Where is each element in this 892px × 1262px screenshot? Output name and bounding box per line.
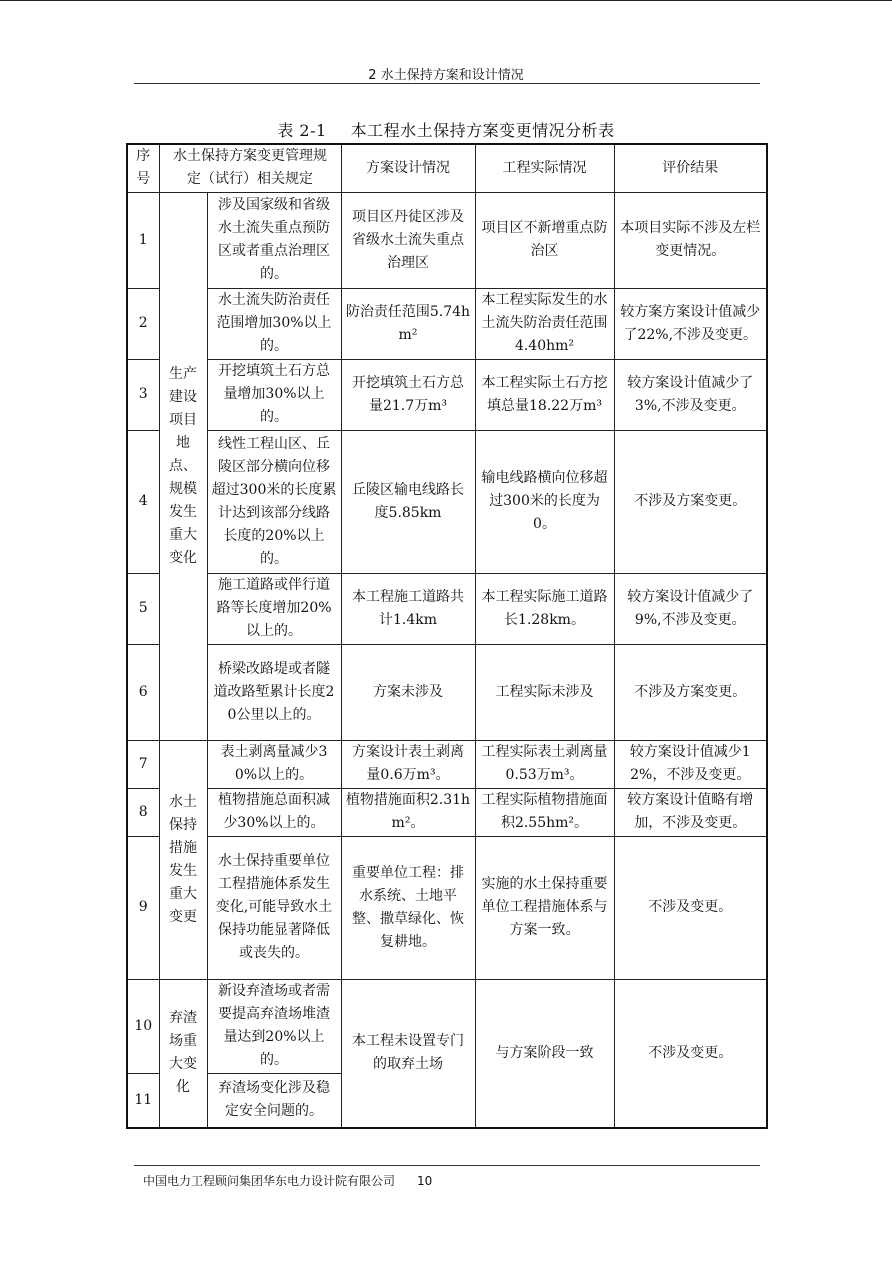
row-no: 6: [127, 644, 159, 740]
row-no: 7: [127, 740, 159, 788]
rule-text: 表土剥离量减少30%以上的。: [207, 740, 341, 788]
table-row: [127, 288, 767, 359]
actual-text: 项目区不新增重点防治区: [475, 192, 614, 288]
table-row: [127, 644, 767, 740]
row-no: 5: [127, 573, 159, 644]
eval-text: 较方案设计值减少了9%,不涉及变更。: [614, 573, 767, 644]
eval-text: 本项目实际不涉及左栏变更情况。: [614, 192, 767, 288]
table-caption: [0, 118, 892, 141]
row-no: 4: [127, 430, 159, 573]
table-row: [127, 430, 767, 573]
table-caption-number: 表 2-1: [277, 121, 327, 140]
actual-text: 本工程实际土石方挖填总量18.22万m³: [475, 359, 614, 430]
actual-text: 输电线路横向位移超过300米的长度为0。: [475, 430, 614, 573]
actual-text: 本工程实际施工道路长1.28km。: [475, 573, 614, 644]
header-eval: 评价结果: [614, 144, 767, 192]
eval-text: 较方案设计值略有增加，不涉及变更。: [614, 788, 767, 836]
row-no: 10: [127, 979, 159, 1073]
plan-text: 防治责任范围5.74hm²: [341, 288, 475, 359]
plan-text: 开挖填筑土石方总量21.7万m³: [341, 359, 475, 430]
category-spoil-change: 弃渣场重大变化: [159, 979, 207, 1128]
table-row: [127, 979, 767, 1073]
footer-rule: [134, 1165, 760, 1166]
table-row: [127, 788, 767, 836]
plan-text: 重要单位工程：排水系统、土地平整、撒草绿化、恢复耕地。: [341, 836, 475, 979]
row-no: 9: [127, 836, 159, 979]
eval-text: 不涉及方案变更。: [614, 430, 767, 573]
rule-text: 开挖填筑土石方总量增加30%以上的。: [207, 359, 341, 430]
header-plan: 方案设计情况: [341, 144, 475, 192]
eval-text: 较方案设计值减少12%，不涉及变更。: [614, 740, 767, 788]
rule-text: 新设弃渣场或者需要提高弃渣场堆渣量达到20%以上的。: [207, 979, 341, 1073]
running-header: 2 水土保持方案和设计情况: [368, 68, 524, 83]
plan-text: 本工程施工道路共计1.4km: [341, 573, 475, 644]
rule-text: 水土流失防治责任范围增加30%以上的。: [207, 288, 341, 359]
table-row: [127, 192, 767, 288]
category-location-change: 生产建设项目地点、规模发生重大变化: [159, 192, 207, 740]
actual-text: 与方案阶段一致: [475, 979, 614, 1128]
table-header-row: [127, 144, 767, 192]
eval-text: 不涉及变更。: [614, 836, 767, 979]
plan-text: 本工程未设置专门的取弃土场: [341, 979, 475, 1128]
table-row: [127, 740, 767, 788]
page-footer: [143, 1172, 432, 1189]
row-no: 3: [127, 359, 159, 430]
rule-text: 桥梁改路堤或者隧道改路堑累计长度20公里以上的。: [207, 644, 341, 740]
rule-text: 植物措施总面积减少30%以上的。: [207, 788, 341, 836]
table-row: [127, 573, 767, 644]
eval-text: 较方案设计值减少了3%,不涉及变更。: [614, 359, 767, 430]
plan-text: 方案未涉及: [341, 644, 475, 740]
eval-text: 较方案方案设计值减少了22%,不涉及变更。: [614, 288, 767, 359]
rule-text: 弃渣场变化涉及稳定安全问题的。: [207, 1073, 341, 1128]
footer-company: 中国电力工程顾问集团华东电力设计院有限公司: [143, 1174, 396, 1188]
rule-text: 水土保持重要单位工程措施体系发生变化,可能导致水土保持功能显著降低或丧失的。: [207, 836, 341, 979]
table-caption-title: 本工程水土保持方案变更情况分析表: [350, 121, 615, 140]
row-no: 2: [127, 288, 159, 359]
eval-text: 不涉及变更。: [614, 979, 767, 1128]
row-no: 1: [127, 192, 159, 288]
actual-text: 工程实际未涉及: [475, 644, 614, 740]
page-number: 10: [417, 1174, 433, 1188]
rule-text: 涉及国家级和省级水土流失重点预防区或者重点治理区的。: [207, 192, 341, 288]
actual-text: 工程实际表土剥离量0.53万m³。: [475, 740, 614, 788]
table-row: [127, 836, 767, 979]
table-row: [127, 359, 767, 430]
category-measures-change: 水土保持措施发生重大变更: [159, 740, 207, 979]
change-analysis-table: [126, 143, 768, 1129]
plan-text: 植物措施面积2.31hm²。: [341, 788, 475, 836]
header-rule: 水土保持方案变更管理规定（试行）相关规定: [159, 144, 341, 192]
row-no: 11: [127, 1073, 159, 1128]
actual-text: 实施的水土保持重要单位工程措施体系与方案一致。: [475, 836, 614, 979]
eval-text: 不涉及方案变更。: [614, 644, 767, 740]
header-no: 序号: [127, 144, 159, 192]
actual-text: 工程实际植物措施面积2.55hm²。: [475, 788, 614, 836]
row-no: 8: [127, 788, 159, 836]
plan-text: 方案设计表土剥离量0.6万m³。: [341, 740, 475, 788]
header-actual: 工程实际情况: [475, 144, 614, 192]
plan-text: 项目区丹徒区涉及省级水土流失重点治理区: [341, 192, 475, 288]
actual-text: 本工程实际发生的水土流失防治责任范围4.40hm²: [475, 288, 614, 359]
rule-text: 施工道路或伴行道路等长度增加20%以上的。: [207, 573, 341, 644]
header-rule: [134, 83, 760, 84]
plan-text: 丘陵区输电线路长度5.85km: [341, 430, 475, 573]
rule-text: 线性工程山区、丘陵区部分横向位移超过300米的长度累计达到该部分线路长度的20%以上的。: [207, 430, 341, 573]
page-top-border: [0, 0, 892, 1]
